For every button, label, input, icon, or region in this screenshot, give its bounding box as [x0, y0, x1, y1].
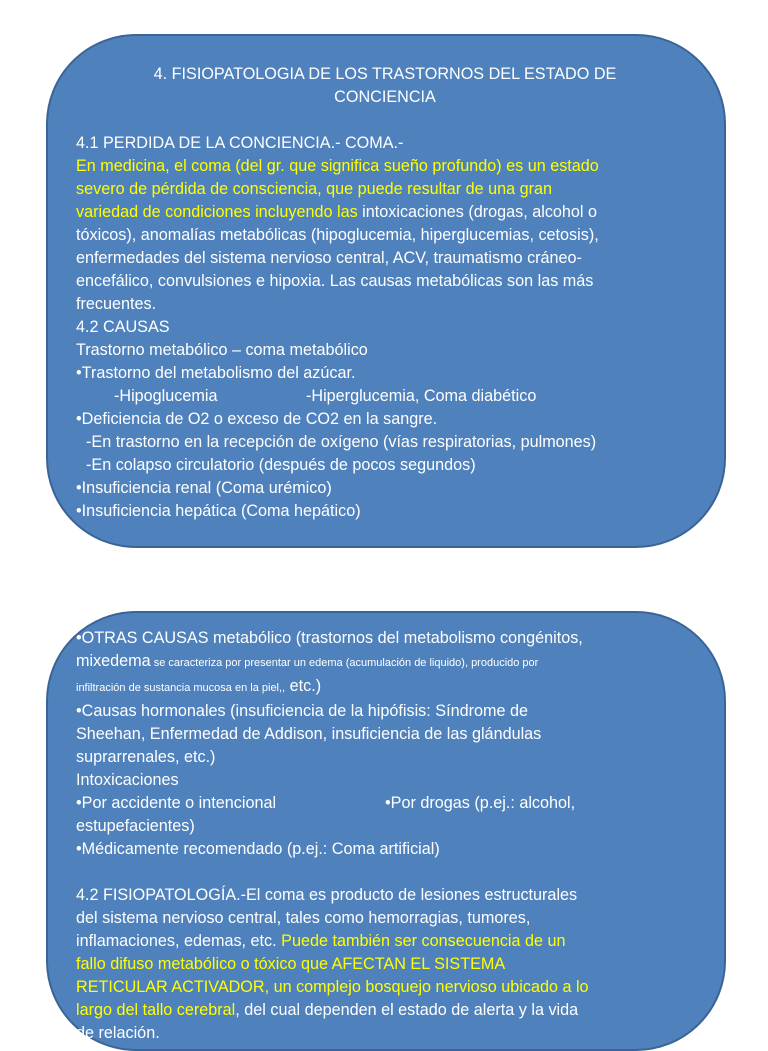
- coma-definition-line: En medicina, el coma (del gr. que significa sueño profundo) es un estado: [76, 157, 599, 175]
- coma-definition-line: severo de pérdida de consciencia, que puede resultar de una gran: [76, 180, 553, 198]
- mixedema-definition: infiltración de sustancia mucosa en la piel,,: [76, 682, 286, 694]
- slide-1-text: [76, 63, 694, 523]
- bullet-drugs: •Por drogas (p.ej.: alcohol,: [385, 794, 576, 812]
- section-heading-4-2: 4.2 CAUSAS: [76, 318, 170, 336]
- coma-definition-highlight: variedad de condiciones incluyendo las: [76, 203, 358, 221]
- coma-definition-line: enfermedades del sistema nervioso central, ACV, traumatismo cráneo-: [76, 249, 582, 267]
- bullet-o2-deficiency: •Deficiencia de O2 o exceso de CO2 en la sangre.: [76, 410, 438, 428]
- bullet-accident: •Por accidente o intencional: [76, 794, 277, 812]
- pathophysiology-highlight: Puede también ser consecuencia de un: [276, 932, 566, 950]
- slide-2-text: [76, 627, 694, 1045]
- pathophysiology-text: , del cual dependen el estado de alerta y la vida: [235, 1001, 579, 1019]
- bullet-drugs-cont: estupefacientes): [76, 817, 195, 835]
- slide-title-line-2: CONCIENCIA: [334, 88, 436, 106]
- bullet-medical: •Médicamente recomendado (p.ej.: Coma artificial): [76, 840, 440, 858]
- mixedema-definition: se caracteriza por presentar un edema (acumulación de liquido), producido por: [150, 657, 539, 669]
- pathophysiology-line: 4.2 FISIOPATOLOGÍA.-El coma es producto de lesiones estructurales: [76, 886, 578, 904]
- slide-panel-1: [46, 34, 726, 548]
- metabolic-disorder-text: Trastorno metabólico – coma metabólico: [76, 341, 368, 359]
- pathophysiology-highlight: fallo difuso metabólico o tóxico que: [76, 955, 328, 973]
- pathophysiology-highlight: RETICULAR ACTIVADOR, un complejo bosquejo nervioso ubicado a lo: [76, 978, 589, 996]
- sub-item-oxygen-reception: -En trastorno en la recepción de oxígeno (vías respiratorias, pulmones): [86, 433, 597, 451]
- coma-definition-line: tóxicos), anomalías metabólicas (hipoglucemia, hiperglucemias, cetosis),: [76, 226, 599, 244]
- hormonal-causes-line: suprarrenales, etc.): [76, 748, 216, 766]
- intoxications-heading: Intoxicaciones: [76, 771, 179, 789]
- pathophysiology-highlight-caps: AFECTAN EL SISTEMA: [327, 955, 506, 973]
- mixedema-term: mixedema: [76, 652, 151, 670]
- mixedema-etc: etc.): [285, 677, 322, 695]
- coma-definition-text: intoxicaciones (drogas, alcohol o: [357, 203, 598, 221]
- slide-panel-2: [46, 611, 726, 1051]
- sub-item-hypoglycemia: -Hipoglucemia: [114, 387, 218, 405]
- bullet-renal-failure: •Insuficiencia renal (Coma urémico): [76, 479, 332, 497]
- pathophysiology-highlight: largo del tallo cerebral: [76, 1001, 236, 1019]
- sub-item-hyperglycemia: -Hiperglucemia, Coma diabético: [306, 387, 537, 405]
- other-causes-line: •OTRAS CAUSAS metabólico (trastornos del metabolismo congénitos,: [76, 629, 583, 647]
- bullet-hepatic-failure: •Insuficiencia hepática (Coma hepático): [76, 502, 361, 520]
- hormonal-causes-line: •Causas hormonales (insuficiencia de la hipófisis: Síndrome de: [76, 702, 528, 720]
- section-heading-4-1: 4.1 PERDIDA DE LA CONCIENCIA.- COMA.-: [76, 134, 404, 152]
- slide-title-line-1: 4. FISIOPATOLOGIA DE LOS TRASTORNOS DEL ESTADO DE: [153, 65, 617, 83]
- pathophysiology-text: inflamaciones, edemas, etc.: [76, 932, 277, 950]
- sub-item-circulatory-collapse: -En colapso circulatorio (después de pocos segundos): [86, 456, 476, 474]
- coma-definition-line: encefálico, convulsiones e hipoxia. Las causas metabólicas son las más: [76, 272, 594, 290]
- coma-definition-line: frecuentes.: [76, 295, 157, 313]
- pathophysiology-line: del sistema nervioso central, tales como hemorragias, tumores,: [76, 909, 531, 927]
- hormonal-causes-line: Sheehan, Enfermedad de Addison, insuficiencia de las glándulas: [76, 725, 542, 743]
- pathophysiology-line: de relación.: [76, 1024, 160, 1042]
- bullet-sugar-metabolism: •Trastorno del metabolismo del azúcar.: [76, 364, 356, 382]
